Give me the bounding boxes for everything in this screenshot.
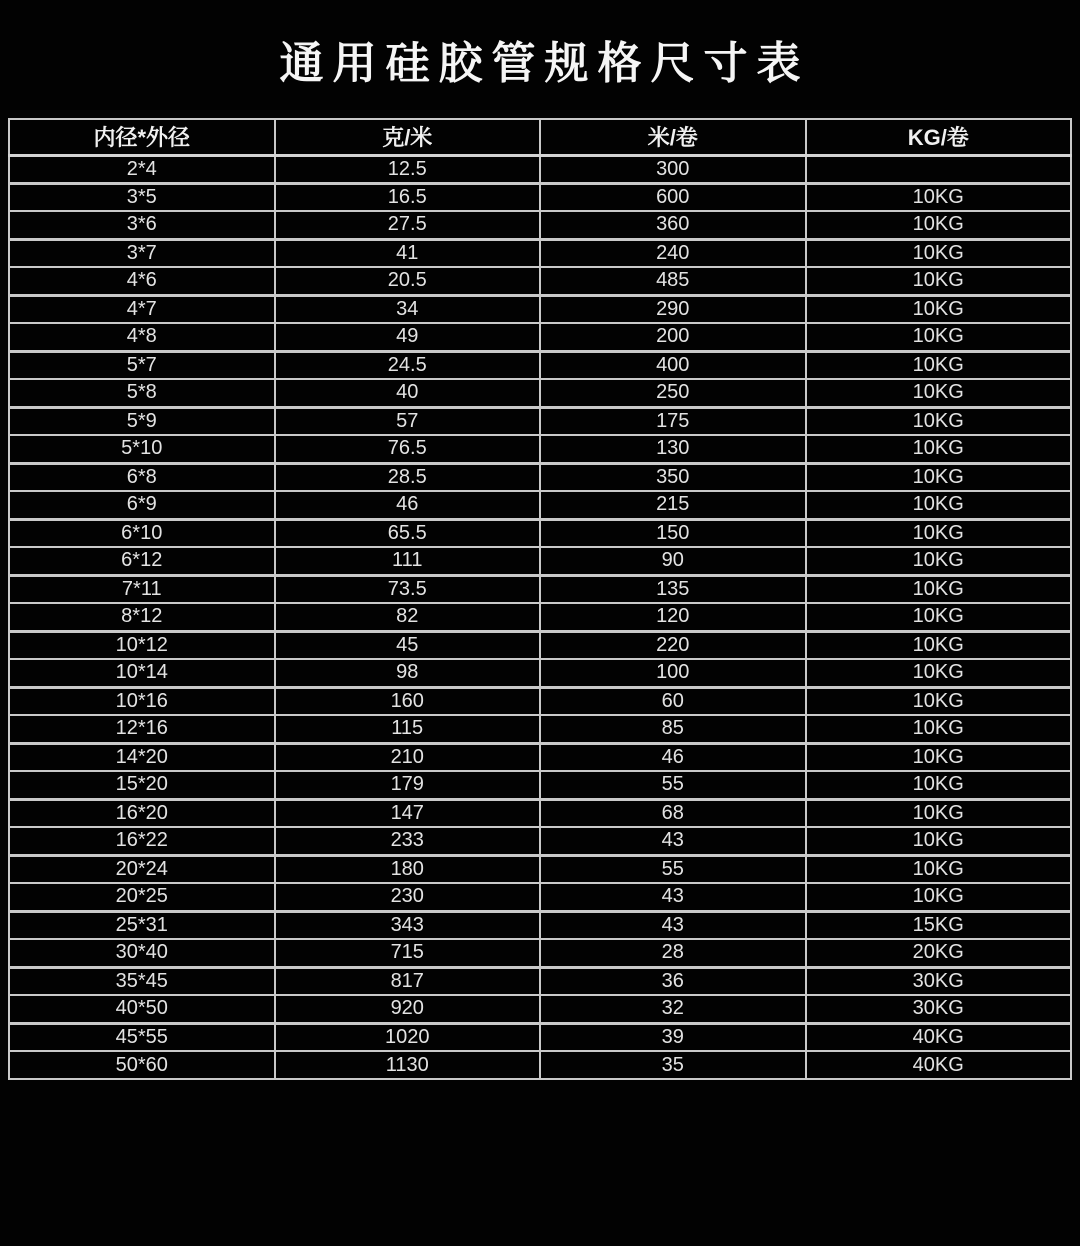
table-row	[9, 323, 1071, 351]
cell-kg-per-roll: 30KG	[806, 967, 1072, 995]
cell-kg-per-roll: 10KG	[806, 519, 1072, 547]
table-row	[9, 295, 1071, 323]
cell-kg-per-roll: 10KG	[806, 463, 1072, 491]
table-row	[9, 1051, 1071, 1079]
table-row	[9, 211, 1071, 239]
table-row	[9, 771, 1071, 799]
cell-kg-per-roll: 10KG	[806, 743, 1072, 771]
cell-size: 2*4	[9, 155, 275, 183]
cell-kg-per-roll: 10KG	[806, 407, 1072, 435]
cell-grams-per-meter: 49	[275, 323, 541, 351]
table-row	[9, 435, 1071, 463]
cell-grams-per-meter: 24.5	[275, 351, 541, 379]
cell-size: 3*6	[9, 211, 275, 239]
table-row	[9, 743, 1071, 771]
cell-size: 6*8	[9, 463, 275, 491]
cell-grams-per-meter: 233	[275, 827, 541, 855]
cell-grams-per-meter: 27.5	[275, 211, 541, 239]
cell-size: 4*8	[9, 323, 275, 351]
cell-meters-per-roll: 130	[540, 435, 806, 463]
cell-grams-per-meter: 57	[275, 407, 541, 435]
cell-meters-per-roll: 46	[540, 743, 806, 771]
table-row	[9, 799, 1071, 827]
table-row	[9, 715, 1071, 743]
cell-size: 8*12	[9, 603, 275, 631]
cell-meters-per-roll: 85	[540, 715, 806, 743]
spec-table-header	[9, 119, 1071, 155]
cell-kg-per-roll: 10KG	[806, 631, 1072, 659]
cell-grams-per-meter: 98	[275, 659, 541, 687]
cell-meters-per-roll: 43	[540, 911, 806, 939]
cell-grams-per-meter: 179	[275, 771, 541, 799]
cell-size: 5*9	[9, 407, 275, 435]
cell-kg-per-roll: 10KG	[806, 575, 1072, 603]
cell-kg-per-roll: 10KG	[806, 295, 1072, 323]
cell-meters-per-roll: 350	[540, 463, 806, 491]
col-header-kg-per-roll: KG/卷	[806, 119, 1072, 155]
cell-size: 10*12	[9, 631, 275, 659]
cell-kg-per-roll	[806, 155, 1072, 183]
cell-kg-per-roll: 10KG	[806, 603, 1072, 631]
table-row	[9, 575, 1071, 603]
cell-grams-per-meter: 111	[275, 547, 541, 575]
cell-meters-per-roll: 100	[540, 659, 806, 687]
cell-kg-per-roll: 10KG	[806, 687, 1072, 715]
cell-kg-per-roll: 10KG	[806, 267, 1072, 295]
cell-grams-per-meter: 115	[275, 715, 541, 743]
table-row	[9, 659, 1071, 687]
cell-grams-per-meter: 180	[275, 855, 541, 883]
table-row	[9, 855, 1071, 883]
cell-kg-per-roll: 10KG	[806, 827, 1072, 855]
cell-size: 4*7	[9, 295, 275, 323]
cell-meters-per-roll: 300	[540, 155, 806, 183]
cell-grams-per-meter: 16.5	[275, 183, 541, 211]
cell-grams-per-meter: 230	[275, 883, 541, 911]
col-header-size: 内径*外径	[9, 119, 275, 155]
cell-size: 7*11	[9, 575, 275, 603]
table-row	[9, 603, 1071, 631]
cell-kg-per-roll: 40KG	[806, 1051, 1072, 1079]
cell-size: 12*16	[9, 715, 275, 743]
spec-table	[8, 118, 1072, 1080]
cell-size: 20*25	[9, 883, 275, 911]
cell-grams-per-meter: 210	[275, 743, 541, 771]
cell-meters-per-roll: 250	[540, 379, 806, 407]
cell-size: 5*8	[9, 379, 275, 407]
cell-meters-per-roll: 35	[540, 1051, 806, 1079]
cell-meters-per-roll: 43	[540, 883, 806, 911]
cell-meters-per-roll: 400	[540, 351, 806, 379]
cell-meters-per-roll: 135	[540, 575, 806, 603]
cell-meters-per-roll: 220	[540, 631, 806, 659]
cell-kg-per-roll: 10KG	[806, 239, 1072, 267]
cell-kg-per-roll: 30KG	[806, 995, 1072, 1023]
table-row	[9, 687, 1071, 715]
cell-kg-per-roll: 10KG	[806, 435, 1072, 463]
cell-meters-per-roll: 32	[540, 995, 806, 1023]
cell-size: 3*7	[9, 239, 275, 267]
cell-kg-per-roll: 10KG	[806, 883, 1072, 911]
table-row	[9, 939, 1071, 967]
cell-meters-per-roll: 28	[540, 939, 806, 967]
cell-grams-per-meter: 46	[275, 491, 541, 519]
col-header-grams-per-meter: 克/米	[275, 119, 541, 155]
cell-meters-per-roll: 150	[540, 519, 806, 547]
spec-table-body	[9, 155, 1071, 1079]
cell-meters-per-roll: 39	[540, 1023, 806, 1051]
cell-grams-per-meter: 920	[275, 995, 541, 1023]
cell-meters-per-roll: 215	[540, 491, 806, 519]
cell-meters-per-roll: 68	[540, 799, 806, 827]
table-row	[9, 183, 1071, 211]
cell-size: 20*24	[9, 855, 275, 883]
cell-size: 5*10	[9, 435, 275, 463]
cell-size: 35*45	[9, 967, 275, 995]
cell-kg-per-roll: 10KG	[806, 659, 1072, 687]
cell-grams-per-meter: 76.5	[275, 435, 541, 463]
col-header-meters-per-roll: 米/卷	[540, 119, 806, 155]
cell-kg-per-roll: 40KG	[806, 1023, 1072, 1051]
cell-meters-per-roll: 200	[540, 323, 806, 351]
cell-size: 6*12	[9, 547, 275, 575]
table-row	[9, 407, 1071, 435]
cell-grams-per-meter: 65.5	[275, 519, 541, 547]
cell-kg-per-roll: 10KG	[806, 351, 1072, 379]
cell-kg-per-roll: 10KG	[806, 183, 1072, 211]
cell-grams-per-meter: 160	[275, 687, 541, 715]
cell-kg-per-roll: 10KG	[806, 379, 1072, 407]
cell-grams-per-meter: 147	[275, 799, 541, 827]
table-row	[9, 1023, 1071, 1051]
cell-grams-per-meter: 82	[275, 603, 541, 631]
table-row	[9, 519, 1071, 547]
cell-meters-per-roll: 36	[540, 967, 806, 995]
table-row	[9, 351, 1071, 379]
page-title: 通用硅胶管规格尺寸表	[279, 39, 810, 88]
table-row	[9, 967, 1071, 995]
cell-meters-per-roll: 485	[540, 267, 806, 295]
cell-size: 40*50	[9, 995, 275, 1023]
cell-size: 10*16	[9, 687, 275, 715]
cell-size: 30*40	[9, 939, 275, 967]
cell-kg-per-roll: 10KG	[806, 771, 1072, 799]
cell-grams-per-meter: 715	[275, 939, 541, 967]
cell-size: 16*22	[9, 827, 275, 855]
cell-size: 45*55	[9, 1023, 275, 1051]
cell-size: 4*6	[9, 267, 275, 295]
cell-grams-per-meter: 73.5	[275, 575, 541, 603]
cell-size: 3*5	[9, 183, 275, 211]
cell-grams-per-meter: 343	[275, 911, 541, 939]
cell-size: 6*9	[9, 491, 275, 519]
cell-kg-per-roll: 10KG	[806, 547, 1072, 575]
cell-kg-per-roll: 10KG	[806, 715, 1072, 743]
cell-kg-per-roll: 10KG	[806, 855, 1072, 883]
cell-meters-per-roll: 55	[540, 771, 806, 799]
cell-size: 50*60	[9, 1051, 275, 1079]
cell-grams-per-meter: 40	[275, 379, 541, 407]
cell-meters-per-roll: 90	[540, 547, 806, 575]
table-row	[9, 491, 1071, 519]
cell-grams-per-meter: 12.5	[275, 155, 541, 183]
cell-grams-per-meter: 817	[275, 967, 541, 995]
cell-meters-per-roll: 360	[540, 211, 806, 239]
cell-meters-per-roll: 175	[540, 407, 806, 435]
table-row	[9, 155, 1071, 183]
cell-grams-per-meter: 34	[275, 295, 541, 323]
cell-meters-per-roll: 120	[540, 603, 806, 631]
cell-size: 14*20	[9, 743, 275, 771]
table-row	[9, 883, 1071, 911]
cell-kg-per-roll: 20KG	[806, 939, 1072, 967]
cell-meters-per-roll: 43	[540, 827, 806, 855]
cell-grams-per-meter: 41	[275, 239, 541, 267]
table-row	[9, 911, 1071, 939]
cell-size: 5*7	[9, 351, 275, 379]
cell-size: 10*14	[9, 659, 275, 687]
cell-kg-per-roll: 10KG	[806, 491, 1072, 519]
cell-grams-per-meter: 20.5	[275, 267, 541, 295]
table-row	[9, 267, 1071, 295]
cell-size: 6*10	[9, 519, 275, 547]
cell-meters-per-roll: 60	[540, 687, 806, 715]
cell-kg-per-roll: 10KG	[806, 211, 1072, 239]
cell-grams-per-meter: 1020	[275, 1023, 541, 1051]
cell-kg-per-roll: 15KG	[806, 911, 1072, 939]
cell-size: 25*31	[9, 911, 275, 939]
header-row	[9, 119, 1071, 155]
cell-grams-per-meter: 45	[275, 631, 541, 659]
cell-meters-per-roll: 600	[540, 183, 806, 211]
table-row	[9, 379, 1071, 407]
table-row	[9, 239, 1071, 267]
cell-meters-per-roll: 240	[540, 239, 806, 267]
cell-meters-per-roll: 55	[540, 855, 806, 883]
cell-meters-per-roll: 290	[540, 295, 806, 323]
cell-grams-per-meter: 1130	[275, 1051, 541, 1079]
cell-grams-per-meter: 28.5	[275, 463, 541, 491]
cell-kg-per-roll: 10KG	[806, 323, 1072, 351]
table-row	[9, 463, 1071, 491]
table-row	[9, 631, 1071, 659]
table-row	[9, 547, 1071, 575]
cell-size: 16*20	[9, 799, 275, 827]
table-row	[9, 827, 1071, 855]
cell-size: 15*20	[9, 771, 275, 799]
table-row	[9, 995, 1071, 1023]
cell-kg-per-roll: 10KG	[806, 799, 1072, 827]
